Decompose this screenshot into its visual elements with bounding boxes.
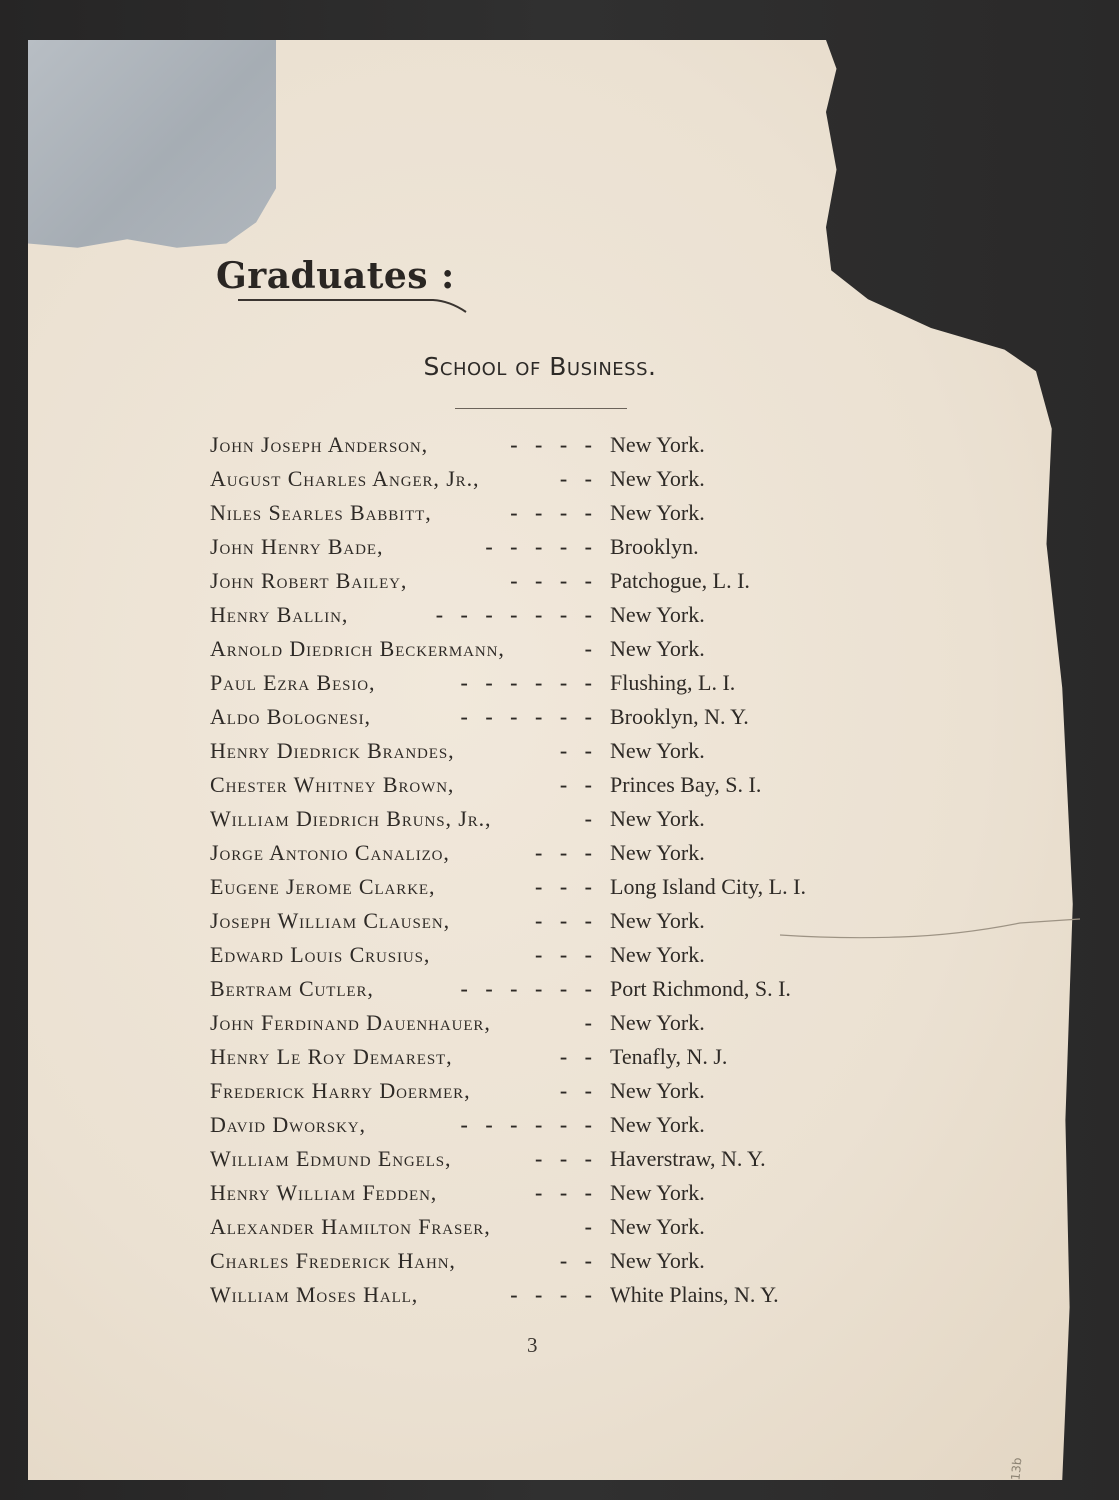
graduate-city: New York. [610,602,705,627]
leader-dashes: - - - - - - [460,1112,598,1137]
leader-dashes: - - - [535,1180,598,1205]
graduate-name: Alexander Hamilton Fraser, [210,1214,491,1239]
archive-mark: 13b [1008,1456,1025,1482]
graduate-row [210,768,890,802]
graduate-city: New York. [610,432,705,457]
graduate-name: Bertram Cutler, [210,976,374,1001]
section-title: School of Business. [423,352,657,381]
graduate-city: Brooklyn. [610,534,699,559]
graduate-row [210,530,890,564]
graduate-row [210,1210,890,1244]
graduate-city: Princes Bay, S. I. [610,772,762,797]
graduate-row [210,1142,890,1176]
graduate-city: Haverstraw, N. Y. [610,1146,766,1171]
graduate-name: Eugene Jerome Clarke, [210,874,436,899]
graduate-city: New York. [610,942,705,967]
graduate-name: Henry Diedrick Brandes, [210,738,455,763]
leader-dashes: - - - [535,840,598,865]
graduate-name: Charles Frederick Hahn, [210,1248,456,1273]
graduate-city: New York. [610,738,705,763]
graduate-name: Chester Whitney Brown, [210,772,455,797]
graduate-city: New York. [610,1214,705,1239]
graduate-name: John Henry Bade, [210,534,384,559]
leader-dashes: - - - - [510,1282,598,1307]
graduate-row [210,598,890,632]
graduate-row [210,972,890,1006]
leader-dashes: - - [559,1248,598,1273]
graduate-name: Edward Louis Crusius, [210,942,431,967]
leader-dashes: - - - - [510,568,598,593]
graduate-name: Aldo Bolognesi, [210,704,371,729]
graduate-name: John Joseph Anderson, [210,432,429,457]
graduate-name: Henry William Fedden, [210,1180,438,1205]
leader-dashes: - - [559,738,598,763]
leader-dashes: - [584,806,598,831]
graduate-row [210,836,890,870]
leader-dashes: - [584,1010,598,1035]
graduate-name: David Dworsky, [210,1112,366,1137]
graduate-name: William Edmund Engels, [210,1146,452,1171]
leader-dashes: - - - - [510,500,598,525]
leader-dashes: - - - - [510,432,598,457]
graduate-name: Paul Ezra Besio, [210,670,376,695]
graduate-city: New York. [610,1010,705,1035]
leader-dashes: - - - [535,908,598,933]
graduate-city: New York. [610,806,705,831]
heading-underline [238,292,468,314]
graduate-row [210,428,890,462]
graduate-row [210,666,890,700]
graduate-name: August Charles Anger, Jr., [210,466,480,491]
leader-dashes: - - [559,1078,598,1103]
graduate-city: New York. [610,636,705,661]
leader-dashes: - - - - - - [460,976,598,1001]
graduate-name: Niles Searles Babbitt, [210,500,432,525]
graduate-name: Arnold Diedrich Beckermann, [210,636,505,661]
graduate-name: Jorge Antonio Canalizo, [210,840,450,865]
graduate-city: Flushing, L. I. [610,670,736,695]
leader-dashes: - - - [535,1146,598,1171]
graduate-row [210,632,890,666]
graduate-row [210,1006,890,1040]
graduate-city: New York. [610,1180,705,1205]
graduate-city: New York. [610,908,705,933]
leader-dashes: - - - [535,942,598,967]
leader-dashes: - - [559,1044,598,1069]
graduate-name: William Diedrich Bruns, Jr., [210,806,492,831]
leader-dashes: - [584,1214,598,1239]
graduate-row [210,564,890,598]
graduate-row [210,1278,890,1312]
graduate-city: Long Island City, L. I. [610,874,806,899]
graduate-name: William Moses Hall, [210,1282,419,1307]
leader-dashes: - [584,636,598,661]
leader-dashes: - - - - - - [460,670,598,695]
leader-dashes: - - - [535,874,598,899]
graduate-row [210,1176,890,1210]
graduate-row [210,734,890,768]
graduate-row [210,462,890,496]
graduate-row [210,802,890,836]
graduate-name: Joseph William Clausen, [210,908,450,933]
graduate-city: New York. [610,466,705,491]
graduate-city: Port Richmond, S. I. [610,976,791,1001]
graduate-row [210,1074,890,1108]
page-number: 3 [527,1333,538,1357]
leader-dashes: - - - - - [485,534,598,559]
graduate-row [210,1040,890,1074]
graduate-name: Henry Ballin, [210,602,349,627]
graduate-row [210,1244,890,1278]
graduate-row [210,938,890,972]
graduate-row [210,904,890,938]
graduate-city: Tenafly, N. J. [610,1044,728,1069]
graduate-name: Henry Le Roy Demarest, [210,1044,453,1069]
graduate-city: White Plains, N. Y. [610,1282,779,1307]
leader-dashes: - - [559,772,598,797]
graduate-row [210,870,890,904]
graduate-city: New York. [610,1078,705,1103]
graduate-city: New York. [610,840,705,865]
graduate-row [210,700,890,734]
graduate-name: John Ferdinand Dauenhauer, [210,1010,491,1035]
leader-dashes: - - - - - - [460,704,598,729]
graduate-city: New York. [610,1248,705,1273]
graduate-city: New York. [610,1112,705,1137]
section-divider [455,408,627,409]
tissue-paper-remnant [28,40,276,252]
graduate-city: Brooklyn, N. Y. [610,704,749,729]
leader-dashes: - - [559,466,598,491]
graduates-heading: Graduates : [216,255,455,297]
graduate-row [210,1108,890,1142]
graduate-name: John Robert Bailey, [210,568,408,593]
graduate-name: Frederick Harry Doermer, [210,1078,471,1103]
leader-dashes: - - - - - - - [435,602,598,627]
graduate-row [210,496,890,530]
graduate-city: New York. [610,500,705,525]
graduate-list [210,428,890,1312]
graduate-city: Patchogue, L. I. [610,568,750,593]
